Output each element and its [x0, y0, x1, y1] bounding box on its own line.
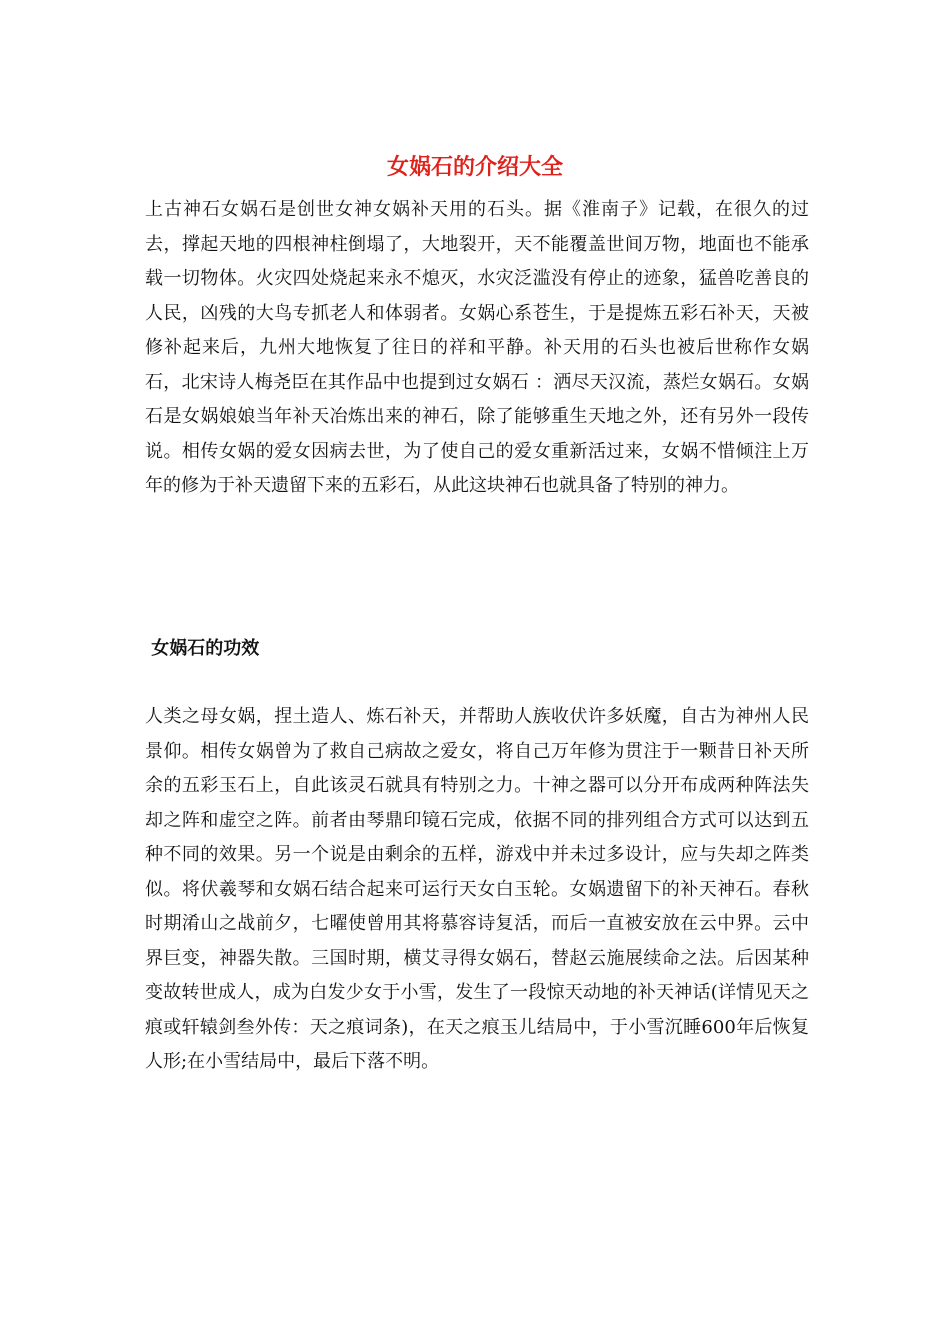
section-heading: 女娲石的功效 — [145, 638, 260, 659]
document-title: 女娲石的介绍大全 — [386, 155, 563, 180]
intro-paragraph: 上古神石女娲石是创世女神女娲补天用的石头。据《淮南子》记载，在很久的过去，撑起天地的四根神柱倒塌了，大地裂开，天不能覆盖世间万物，地面也不能承载一切物体。火灾四处烧起来永不熄灭，水灾泛滥没有停止的迹象，猛兽吃善良的人民，凶残的大鸟专抓老人和体弱者。女娲心系苍生，于是提炼五彩石补天，天被修补起来后，九州大地恢复了往日的祥和平静。补天用的石头也被后世称作女娲石，北宋诗人梅尧臣在其作品中也提到过女娲石 ：洒尽天汉流，蒸烂女娲石。女娲石是女娲娘娘当年补天冶炼出来的神石，除了能够重生天地之外，还有另外一段传说。相传女娲的爱女因病去世，为了使自己的爱女重新活过来，女娲不惜倾注上万年的修为于补天遗留下来的五彩石，从此这块神石也就具备了特别的神力。 — [145, 199, 809, 496]
section-paragraph: 人类之母女娲，捏土造人、炼石补天，并帮助人族收伏许多妖魔，自古为神州人民景仰。相传女娲曾为了救自己病故之爱女，将自己万年修为贯注于一颗昔日补天所余的五彩玉石上，自此该灵石就具有特别之力。十神之器可以分开布成两种阵法失却之阵和虚空之阵。前者由琴鼎印镜石完成，依据不同的排列组合方式可以达到五种不同的效果。另一个说是由剩余的五样，游戏中并未过多设计，应与失却之阵类似。将伏羲琴和女娲石结合起来可运行天女白玉轮。女娲遗留下的补天神石。春秋时期淆山之战前夕，七曜使曾用其将慕容诗复活，而后一直被安放在云中界。云中界巨变，神器失散。三国时期，横艾寻得女娲石，替赵云施展续命之法。后因某种变故转世成人，成为白发少女于小雪，发生了一段惊天动地的补天神话(详情见天之痕或轩辕剑叁外传：天之痕词条)，在天之痕玉儿结局中，于小雪沉睡600年后恢复人形;在小雪结局中，最后下落不明。 — [145, 706, 809, 1072]
